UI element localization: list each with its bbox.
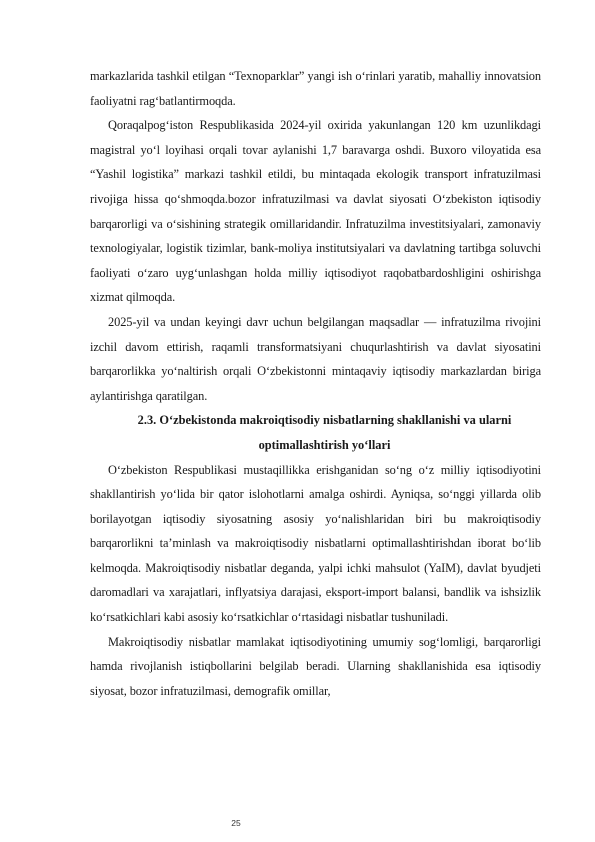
paragraph-continuation: markazlarida tashkil etilgan “Texnoparklar” yangi ish o‘rinlari yaratib, mahalliy innovatsion faoliyatni rag‘batlantirmoqda. [90,69,541,108]
paragraph-karakalpakstan-infrastructure: Qoraqalpog‘iston Respublikasida 2024-yil oxirida yakunlangan 120 km uzunlikdagi magistral yo‘l loyihasi orqali tovar aylanishi 1,7 baravarga oshdi. Buxoro viloyatida esa “Yashil logistika” markazi tashkil etildi, bu mintaqada ekologik transport infratuzilmasi rivojiga hissa qo‘shmoqda.bozor infratuzilmasi va davlat siyosati O‘zbekiston iqtisodiy barqarorligi va o‘sishining strategik omillaridandir. Infratuzilma investitsiyalari, zamonaviy texnologiyalar, logistik tizimlar, bank-moliya institutsiyalari va davlatning tartibga soluvchi faoliyati o‘zaro uyg‘unlashgan holda milliy iqtisodiyot raqobatbardoshligini oshirishga xizmat qilmoqda. [90,118,541,305]
page-number: 25 [231,818,241,828]
section-heading: 2.3. O‘zbekistonda makroiqtisodiy nisbatlarning shakllanishi va ularni optimallashtirish yo‘llari [137,413,512,452]
paragraph-2025-goals: 2025-yil va undan keyingi davr uchun belgilangan maqsadlar — infratuzilma rivojini izchil davom ettirish, raqamli transformatsiyani chuqurlashtirish va davlat siyosatini barqarorlikka yo‘naltirish orqali O‘zbekistonni mintaqaviy iqtisodiy markazlardan biriga aylantirishga qaratilgan. [90,314,541,403]
paragraph-macroeconomic-ratios: Makroiqtisodiy nisbatlar mamlakat iqtisodiyotining umumiy sog‘lomligi, barqarorligi hamda rivojlanish istiqbollarini belgilab beradi. Ularning shakllanishida esa iqtisodiy siyosat, bozor infratuzilmasi, demografik omillar, [90,634,541,698]
document-page [90,64,541,703]
paragraph-macroeconomic-reforms: O‘zbekiston Respublikasi mustaqillikka erishganidan so‘ng o‘z milliy iqtisodiyotini shakllantirish yo‘lida bir qator islohotlarni amalga oshirdi. Ayniqsa, so‘nggi yillarda olib borilayotgan iqtisodiy siyosatning asosiy yo‘nalishlaridan biri bu makroiqtisodiy barqarorlikni ta’minlash va makroiqtisodiy nisbatlarni optimallashtirishdan iborat bo‘lib kelmoqda. Makroiqtisodiy nisbatlar deganda, yalpi ichki mahsulot (YaIM), davlat byudjeti daromadlari va xarajatlari, inflyatsiya darajasi, eksport-import balansi, bandlik va ishsizlik ko‘rsatkichlari kabi asosiy ko‘rsatkichlar o‘rtasidagi nisbatlar tushuniladi. [90,462,541,625]
